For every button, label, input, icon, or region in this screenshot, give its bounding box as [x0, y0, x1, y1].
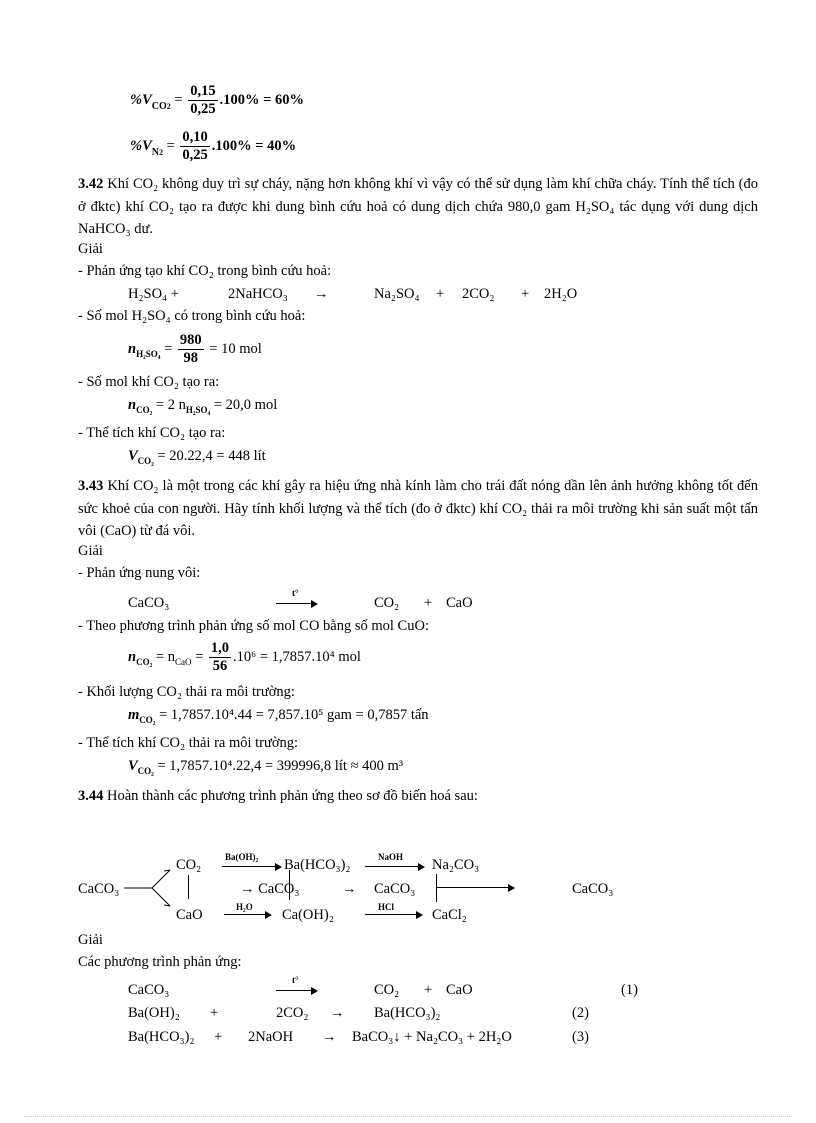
eq-term: CaCO₃ — [128, 595, 170, 611]
page-bottom-border — [24, 1116, 792, 1117]
formula-v-co2: $V_{CO_2} = 20.22,4 = 448$ lít — [128, 448, 266, 466]
eq-term: + — [424, 595, 433, 611]
solution-heading: Giải — [78, 241, 103, 257]
formula-m-co2: $m_{CO_2} = 1,7857.10^4.44 = 7,857.10^5$ gam = 0,7857 tấn — [128, 707, 429, 725]
condition-label: t° — [292, 975, 299, 985]
condition-label: HCl — [378, 902, 395, 912]
node-caco3: → CaCO₃ — [240, 881, 300, 897]
formula-n-co2: $n_{CO_2} = 2$ $n_{H_2SO_4} = 20,0$ mol — [128, 397, 278, 415]
fraction: $\frac{0,10}{0,25}$ — [182, 129, 208, 164]
branch-lines — [120, 864, 180, 914]
arrow-icon — [276, 990, 316, 991]
step-text: - Theo phương trình phản ứng số mol CO bằng số mol CuO: — [78, 618, 429, 634]
arrow-icon — [224, 914, 270, 915]
fraction: $\frac{1,0}{56}$ — [210, 640, 230, 675]
condition-label: NaOH — [378, 852, 404, 862]
condition-label: H₂O — [236, 902, 253, 912]
question-3-42: 3.42 Khí CO₂ không duy trì sự cháy, nặng hơn không khí vì vậy có thể sử dụng làm khí chữa cháy. Tính thể tích (đo ở đktc) khí CO₂ tạo ra được khi dung bình cứu hoả có dung dịch chứa 980,0 gam H₂SO₄ tác dụng với dung dịch NaHCO₃ dư. — [78, 176, 758, 237]
step-text: - Thể tích khí CO₂ tạo ra: — [78, 425, 226, 441]
eq-term: Ba(HCO₃)₂ — [374, 1005, 441, 1021]
arrow-icon: → — [322, 1029, 337, 1045]
eq-term: 2NaHCO₃ — [228, 286, 288, 302]
arrow-icon: → — [314, 286, 329, 302]
node-caco3: CaCO₃ — [572, 881, 614, 897]
eq-term: Ba(HCO₃)₂ — [128, 1029, 195, 1045]
arrow-icon — [437, 887, 513, 888]
eq-term: 2NaOH — [248, 1029, 294, 1045]
arrow-icon — [365, 914, 421, 915]
arrow-icon — [222, 866, 280, 867]
eq-term: BaCO₃↓ + Na₂CO₃ + 2H₂O — [352, 1029, 512, 1045]
eq-term: CO₂ — [374, 595, 400, 611]
arrow-icon: → — [330, 1005, 345, 1021]
formula-v-co2: $V_{CO_2} = 1,7857.10^4.22,4 = 399996,8$ lít ≈ 400 m³ — [128, 758, 404, 776]
connector-line — [188, 875, 189, 899]
fraction: $\frac{0,15}{0,25}$ — [190, 83, 216, 118]
question-3-43: 3.43 Khí CO₂ là một trong các khí gây ra hiệu ứng nhà kính làm cho trái đất nóng dần lên ảnh hưởng không tốt đến sức khoẻ của con người. Hãy tính khối lượng và thể tích (đo ở đktc) khí CO₂ thải ra môi trường khi sản suất một tấn vôi (CaO) từ đá vôi. — [78, 478, 758, 539]
equation-number: (1) — [621, 982, 638, 998]
node-co2: CO₂ — [176, 857, 202, 873]
eq-term: 2CO₂ — [276, 1005, 309, 1021]
eq-term: CaCO₃ — [128, 982, 170, 998]
eq-term: + — [214, 1029, 223, 1045]
condition-label: Ba(OH)₂ — [225, 852, 259, 862]
eq-term: + — [521, 286, 530, 302]
connector-line — [289, 870, 290, 900]
formula-n-co2: $n_{CO_2} = n_{CaO}$ = $\frac{1,0}{56}$ .10⁶ = 1,7857.10⁴ mol — [128, 640, 361, 675]
step-text: - Phản ứng tạo khí CO₂ trong bình cứu hoả: — [78, 263, 332, 279]
node-bahco3: Ba(HCO₃)₂ — [284, 857, 351, 873]
eq-term: + — [210, 1005, 219, 1021]
step-text: - Số mol khí CO₂ tạo ra: — [78, 374, 220, 390]
eq-term: Na₂SO₄ — [374, 286, 420, 302]
node-caoh2: Ca(OH)₂ — [282, 907, 334, 923]
step-text: - Khối lượng CO₂ thải ra môi trường: — [78, 684, 295, 700]
node-cacl2: CaCl₂ — [432, 907, 467, 923]
solution-heading: Giải — [78, 932, 103, 948]
connector-line — [436, 874, 437, 902]
eq-term: + — [424, 982, 433, 998]
step-text: - Số mol H₂SO₄ có trong bình cứu hoả: — [78, 308, 306, 324]
question-3-44: 3.44 Hoàn thành các phương trình phản ứng theo sơ đồ biến hoá sau: — [78, 788, 478, 804]
equation-number: (2) — [572, 1005, 589, 1021]
eq-term: CaO — [446, 595, 473, 611]
eq-term: + — [436, 286, 445, 302]
formula-n-h2so4: $n_{H_2SO_4}$ = $\frac{980}{98}$ = 10 mol — [128, 332, 262, 367]
eq-term: 2H₂O — [544, 286, 578, 302]
node-caco3: CaCO₃ — [374, 881, 416, 897]
node-caco3: CaCO₃ — [78, 881, 120, 897]
arrow-icon — [365, 866, 423, 867]
eq-term: 2CO₂ — [462, 286, 495, 302]
node-cao: CaO — [176, 907, 203, 923]
step-text: - Phản ứng nung vôi: — [78, 565, 201, 581]
step-text: - Thể tích khí CO₂ thải ra môi trường: — [78, 735, 299, 751]
condition-label: t° — [292, 588, 299, 598]
eq-term: CaO — [446, 982, 473, 998]
eq-term: Ba(OH)₂ — [128, 1005, 180, 1021]
formula-pct-n2: $\%V_{N2}$ = $\frac{0,10}{0,25}$ .100% = 40% — [130, 129, 297, 164]
solution-heading: Giải — [78, 543, 103, 559]
equation-number: (3) — [572, 1029, 589, 1045]
node-na2co3: Na₂CO₃ — [432, 857, 480, 873]
fraction: $\frac{980}{98}$ — [179, 332, 202, 367]
arrow-icon: → — [342, 881, 357, 897]
eq-term: H₂SO₄ + — [128, 286, 179, 302]
step-text: Các phương trình phản ứng: — [78, 954, 242, 970]
arrow-icon — [276, 603, 316, 604]
formula-pct-co2: $\%V_{CO2}$ = $\frac{0,15}{0,25}$ .100% = 60% — [130, 83, 304, 118]
eq-term: CO₂ — [374, 982, 400, 998]
